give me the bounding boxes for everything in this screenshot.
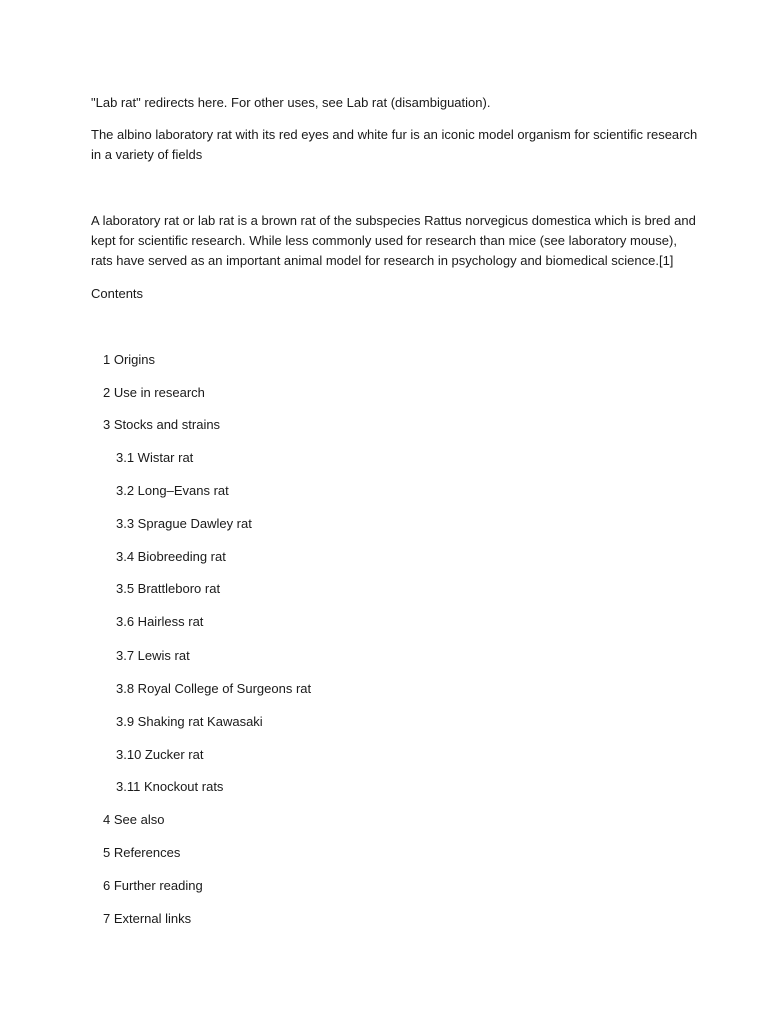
toc-item-references[interactable]: 5 References (103, 845, 181, 860)
intro-paragraph: A laboratory rat or lab rat is a brown rat of the subspecies Rattus norvegicus domestica which is bred and kept for scientific research. While less commonly used for research than mice (see laboratory mouse), rats have served as an important animal model for research in psychology and biomedical science.[1] (91, 213, 696, 268)
toc-item-sprague-dawley-rat[interactable]: 3.3 Sprague Dawley rat (116, 516, 252, 531)
toc-item-further-reading[interactable]: 6 Further reading (103, 878, 203, 893)
toc-item-knockout-rats[interactable]: 3.11 Knockout rats (116, 779, 224, 794)
toc-item-zucker-rat[interactable]: 3.10 Zucker rat (116, 747, 204, 762)
toc-item-wistar-rat[interactable]: 3.1 Wistar rat (116, 450, 194, 465)
toc-item-stocks-and-strains[interactable]: 3 Stocks and strains (103, 417, 221, 432)
toc-item-royal-college-of-surgeons-rat[interactable]: 3.8 Royal College of Surgeons rat (116, 681, 312, 696)
toc-item-hairless-rat[interactable]: 3.6 Hairless rat (116, 614, 204, 629)
toc-item-see-also[interactable]: 4 See also (103, 812, 165, 827)
toc-item-long-evans-rat[interactable]: 3.2 Long–Evans rat (116, 483, 229, 498)
image-caption: The albino laboratory rat with its red eyes and white fur is an iconic model organism for scientific research in a variety of fields (91, 127, 698, 162)
toc-item-shaking-rat-kawasaki[interactable]: 3.9 Shaking rat Kawasaki (116, 714, 263, 729)
toc-item-external-links[interactable]: 7 External links (103, 911, 192, 926)
toc-item-origins[interactable]: 1 Origins (103, 352, 156, 367)
contents-heading: Contents (91, 286, 144, 301)
toc-item-biobreeding-rat[interactable]: 3.4 Biobreeding rat (116, 549, 226, 564)
redirect-note: "Lab rat" redirects here. For other uses, see Lab rat (disambiguation). (91, 95, 491, 110)
toc-item-brattleboro-rat[interactable]: 3.5 Brattleboro rat (116, 581, 221, 596)
toc-item-lewis-rat[interactable]: 3.7 Lewis rat (116, 648, 190, 663)
toc-item-use-in-research[interactable]: 2 Use in research (103, 385, 205, 400)
